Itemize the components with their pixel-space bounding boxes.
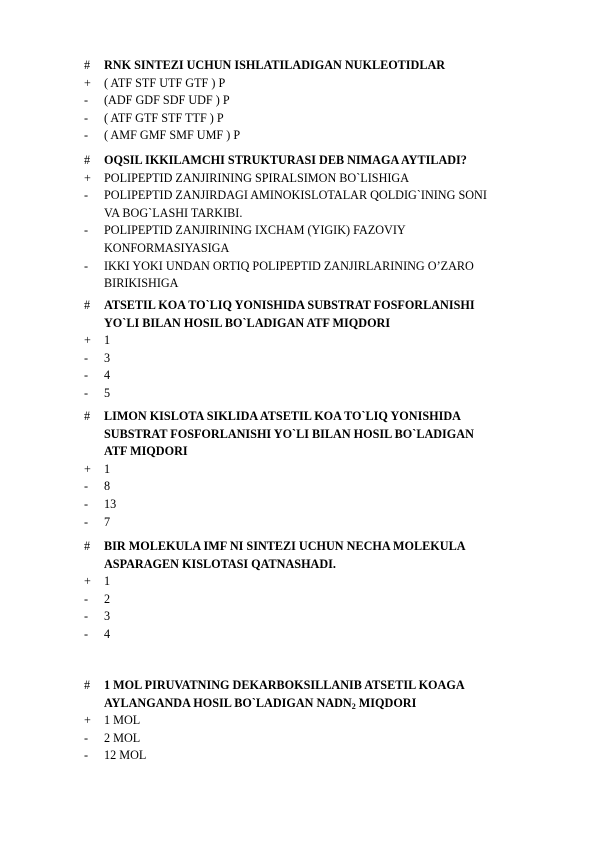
option-text: 3 [104, 350, 111, 365]
option-continuation [0, 275, 596, 293]
option-item [0, 730, 596, 748]
question-title-line [0, 57, 596, 75]
option-continuation [0, 205, 596, 223]
option-item [0, 608, 596, 626]
option-text: 12 MOL [104, 748, 147, 763]
option-continuation [0, 240, 596, 258]
option-item [0, 92, 596, 110]
question-title-text: AYLANGANDA HOSIL BO`LADIGAN NADN [104, 695, 352, 710]
question-title: LIMON KISLOTA SIKLIDA ATSETIL KOA TO`LIQ YONISHIDA [104, 409, 461, 423]
question-title-continuation [0, 426, 596, 444]
option-marker: - [84, 514, 89, 529]
option-text: (ADF GDF SDF UDF ) P [104, 93, 230, 108]
option-item [0, 367, 596, 385]
option-item [0, 170, 596, 188]
option-marker: - [84, 609, 89, 624]
option-marker: - [84, 110, 89, 125]
option-text: 2 MOL [104, 730, 141, 745]
question-title: YO`LI BILAN HOSIL BO`LADIGAN ATF MIQDORI [104, 315, 391, 330]
option-item [0, 712, 596, 730]
option-marker: - [84, 496, 89, 511]
question-title-line [0, 297, 596, 315]
option-text: 1 [104, 461, 111, 476]
option-item [0, 496, 596, 514]
option-item [0, 573, 596, 591]
option-text: IKKI YOKI UNDAN ORTIQ POLIPEPTID ZANJIRLARINING O’ZARO [104, 258, 474, 273]
question-title: ATSETIL KOA TO`LIQ YONISHIDA SUBSTRAT FOSFORLANISHI [104, 298, 475, 312]
question-block [0, 408, 596, 531]
option-text: 7 [104, 514, 111, 529]
question-title-continuation [0, 443, 596, 461]
option-marker: - [84, 748, 89, 763]
option-item [0, 258, 596, 276]
question-marker: # [84, 409, 91, 423]
question-marker: # [84, 678, 91, 692]
option-marker: - [84, 350, 89, 365]
question-title: SUBSTRAT FOSFORLANISHI YO`LI BILAN HOSIL BO`LADIGAN [104, 426, 474, 441]
question-block [0, 57, 596, 145]
subscript-text: 2 [351, 701, 356, 711]
option-item [0, 591, 596, 609]
question-title: 1 MOL PIRUVATNING DEKARBOKSILLANIB ATSETIL KOAGA [104, 678, 465, 692]
option-marker: - [84, 223, 89, 238]
question-marker: # [84, 153, 91, 167]
option-marker: + [84, 333, 91, 348]
question-title-line [0, 408, 596, 426]
option-item [0, 110, 596, 128]
question-title: ASPARAGEN KISLOTASI QATNASHADI. [104, 556, 336, 571]
option-marker: - [84, 479, 89, 494]
option-marker: - [84, 93, 89, 108]
question-block [0, 538, 596, 644]
option-text: 1 [104, 574, 111, 589]
option-text: 1 [104, 333, 111, 348]
option-marker: + [84, 574, 91, 589]
question-title-line [0, 538, 596, 556]
option-marker: - [84, 730, 89, 745]
option-text: 4 [104, 626, 111, 641]
question-title-continuation [0, 556, 596, 574]
question-title-continuation [0, 695, 596, 713]
option-item [0, 478, 596, 496]
question-title: BIR MOLEKULA IMF NI SINTEZI UCHUN NECHA MOLEKULA [104, 539, 466, 553]
question-title-text: MIQDORI [355, 695, 417, 710]
option-item [0, 187, 596, 205]
option-item [0, 747, 596, 765]
option-text: 4 [104, 368, 111, 383]
option-item [0, 332, 596, 350]
question-title-continuation [0, 315, 596, 333]
question-title-line [0, 677, 596, 695]
option-text: ( ATF GTF STF TTF ) P [104, 110, 224, 125]
option-marker: - [84, 258, 89, 273]
option-marker: + [84, 170, 91, 185]
option-item [0, 514, 596, 532]
question-block [0, 297, 596, 403]
option-text: ( ATF STF UTF GTF ) P [104, 75, 226, 90]
option-item [0, 385, 596, 403]
option-item [0, 75, 596, 93]
option-text: 2 [104, 591, 111, 606]
option-text: VA BOG`LASHI TARKIBI. [104, 205, 243, 220]
option-marker: - [84, 626, 89, 641]
option-item [0, 350, 596, 368]
option-item [0, 626, 596, 644]
option-text: 13 [104, 496, 117, 511]
option-text: 8 [104, 479, 111, 494]
option-marker: - [84, 188, 89, 203]
option-text: POLIPEPTID ZANJIRDAGI AMINOKISLOTALAR QOLDIG`INING SONI [104, 188, 487, 203]
option-marker: + [84, 75, 91, 90]
option-text: POLIPEPTID ZANJIRINING SPIRALSIMON BO`LISHIGA [104, 170, 410, 185]
option-item [0, 461, 596, 479]
question-block [0, 152, 596, 293]
option-item [0, 127, 596, 145]
option-marker: - [84, 128, 89, 143]
question-marker: # [84, 539, 91, 553]
option-text: 1 MOL [104, 713, 141, 728]
option-marker: + [84, 713, 91, 728]
option-text: POLIPEPTID ZANJIRINING IXCHAM (YIGIK) FAZOVIY [104, 223, 406, 238]
question-title: OQSIL IKKILAMCHI STRUKTURASI DEB NIMAGA AYTILADI? [104, 153, 467, 167]
option-text: KONFORMASIYASIGA [104, 240, 230, 255]
option-marker: - [84, 385, 89, 400]
option-marker: - [84, 591, 89, 606]
option-text: BIRIKISHIGA [104, 276, 179, 291]
question-block [0, 677, 596, 765]
option-marker: - [84, 368, 89, 383]
option-text: ( AMF GMF SMF UMF ) P [104, 128, 241, 143]
option-marker: + [84, 461, 91, 476]
question-title: ATF MIQDORI [104, 444, 188, 459]
option-text: 3 [104, 609, 111, 624]
question-title: RNK SINTEZI UCHUN ISHLATILADIGAN NUKLEOTIDLAR [104, 58, 446, 72]
option-item [0, 222, 596, 240]
question-title-line [0, 152, 596, 170]
question-marker: # [84, 58, 91, 72]
option-text: 5 [104, 385, 111, 400]
question-marker: # [84, 298, 91, 312]
